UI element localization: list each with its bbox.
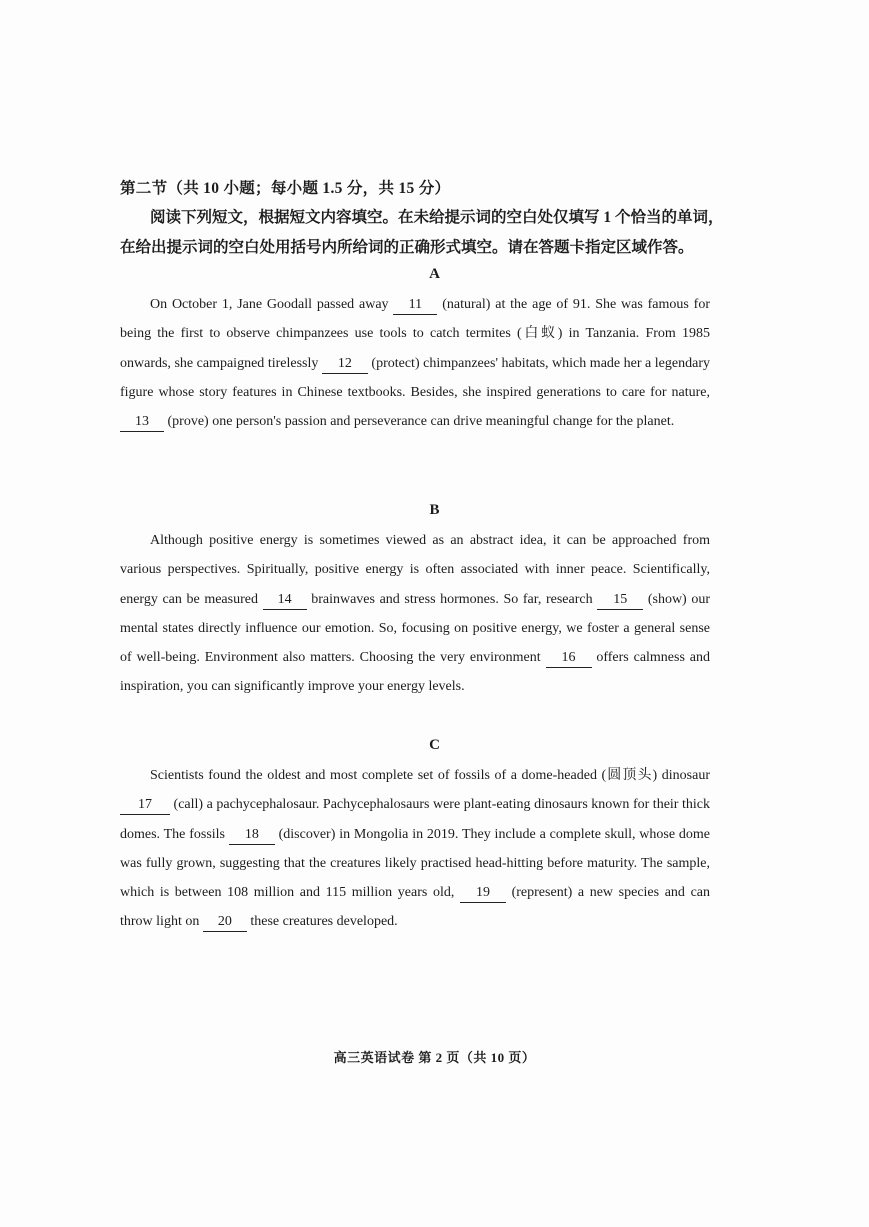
passage-b-text-4: offers calmness and inspiration, you can significantly improve your energy levels.: [120, 650, 710, 695]
passage-c-text: [120, 761, 710, 937]
instructions: [120, 203, 724, 263]
passage-a-text: [120, 290, 710, 436]
passage-a-text-4: one person's passion and perseverance can drive meaningful change for the planet.: [212, 414, 675, 430]
passage-c-text-1: Scientists found the oldest and most complete set of fossils of a dome-headed (圆顶头) dinosaur: [150, 768, 710, 783]
hint-18: (discover): [274, 826, 340, 842]
section-header: 第二节（共 10 小题；每小题 1.5 分，共 15 分）: [120, 180, 451, 197]
blank-19[interactable]: 19: [460, 884, 506, 903]
blank-18[interactable]: 18: [229, 826, 275, 845]
hint-15: (show): [643, 591, 692, 607]
instruction-line-1: 阅读下列短文，根据短文内容填空。在未给提示词的空白处仅填写 1 个恰当的单词，: [150, 209, 724, 226]
blank-12[interactable]: 12: [322, 355, 368, 374]
passage-c-text-2: a pachycephalosaur. Pachycephalosaurs were plant-eating dinosaurs known for their thick domes. The fossils: [120, 797, 710, 842]
blank-11[interactable]: 11: [393, 296, 437, 315]
passage-c-label: C: [429, 737, 440, 753]
passage-b-text: [120, 526, 710, 702]
passage-a-label: A: [429, 266, 440, 282]
passage-c: [120, 761, 710, 937]
hint-12: (protect): [367, 355, 424, 371]
instruction-line-2: 在给出提示词的空白处用括号内所给词的正确形式填空。请在答题卡指定区域作答。: [120, 239, 694, 256]
passage-b: [120, 526, 710, 702]
passage-a-text-2: at the age of 91. She was famous for being the first to observe chimpanzees use tools to catch termites (白蚁) in Tanzania. From 1985 onwards, she campaigned tirelessly: [120, 297, 710, 371]
passage-c-text-3: in Mongolia in 2019. They include a complete skull, whose dome was fully grown, suggesting that the creatures likely practised head-hitting before maturity. The sample, which is between 108 million and 115 million years old,: [120, 826, 710, 901]
blank-14[interactable]: 14: [263, 591, 307, 610]
passage-a-text-3: chimpanzees' habitats, which made her a legendary figure whose story features in Chinese textbooks. Besides, she inspired generations to care for nature,: [120, 355, 710, 400]
blank-16[interactable]: 16: [546, 649, 592, 668]
passage-a: [120, 290, 710, 436]
passage-b-text-3: our mental states directly influence our emotion. So, focusing on positive energy, we foster a general sense of well-being. Environment also matters. Choosing the very environment: [120, 591, 711, 666]
blank-17[interactable]: 17: [120, 796, 170, 815]
passage-b-text-1: Although positive energy is sometimes viewed as an abstract idea, it can be approached from various perspectives. Spiritually, positive energy is often associated with inner peace. Scientifically, energy can be measured: [120, 533, 710, 607]
hint-11: (natural): [437, 297, 496, 312]
passage-a-text-1: On October 1, Jane Goodall passed away: [150, 297, 394, 312]
hint-19: (represent): [505, 885, 578, 901]
passage-b-text-2: brainwaves and stress hormones. So far, research: [306, 591, 598, 607]
hint-17: (call): [170, 797, 207, 813]
passage-c-text-5: these creatures developed.: [246, 914, 398, 930]
blank-13[interactable]: 13: [120, 413, 164, 432]
blank-20[interactable]: 20: [203, 913, 247, 932]
passage-b-label: B: [429, 502, 440, 518]
page-footer: 高三英语试卷 第 2 页（共 10 页）: [333, 1050, 536, 1065]
blank-15[interactable]: 15: [597, 591, 643, 610]
passage-c-text-4: a new species and can throw light on: [120, 885, 710, 930]
hint-13: (prove): [164, 414, 213, 430]
